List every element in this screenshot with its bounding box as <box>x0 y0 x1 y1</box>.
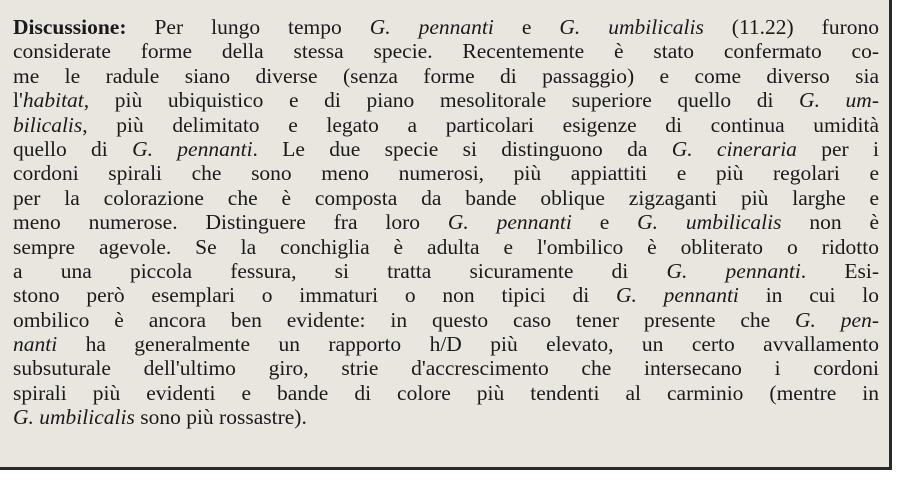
text-line <box>13 210 879 234</box>
text-run: stono però esemplari o immaturi o non tipici di <box>13 283 616 308</box>
text-line <box>13 308 879 332</box>
text-line <box>13 88 879 112</box>
text-run: meno numerose. Distinguere fra loro <box>13 210 448 235</box>
italic-term: G. pennanti <box>615 283 739 308</box>
text-run: quello di <box>13 136 133 161</box>
text-line <box>13 381 879 405</box>
italic-term: G. um- <box>799 88 879 113</box>
text-run: sempre agevole. Se la conchiglia è adulta e l'ombilico è obliterato o ridotto <box>13 234 879 259</box>
text-run: per i <box>796 136 879 161</box>
italic-term: nanti <box>13 332 58 357</box>
discussion-paragraph <box>13 15 879 430</box>
text-run: , più ubiquistico e di piano mesolitorale superiore quello di <box>83 88 800 113</box>
text-line <box>13 113 879 137</box>
text-line <box>13 64 879 88</box>
text-line <box>13 283 879 307</box>
text-run: , più delimitato e legato a particolari esigenze di continua umidità <box>82 112 879 137</box>
text-run: (11.22) furono <box>703 15 879 39</box>
italic-term: bilicalis <box>13 112 83 137</box>
italic-term: G. cineraria <box>671 136 797 161</box>
text-line <box>13 405 879 429</box>
italic-term: G. pennanti <box>447 210 572 235</box>
italic-term: habitat <box>22 88 84 113</box>
text-run: e <box>493 15 560 39</box>
text-run: spirali più evidenti e bande di colore più tendenti al carminio (mentre in <box>13 380 879 405</box>
text-run: Per lungo tempo <box>126 15 370 39</box>
text-run: . Le due specie si distinguono da <box>252 136 672 161</box>
text-run: sono più rossastre). <box>134 405 307 430</box>
italic-term: G. pennanti <box>369 15 494 39</box>
italic-term: G. umbilicalis <box>637 210 782 235</box>
italic-term: G. pennanti <box>666 258 801 283</box>
text-run: a una piccola fessura, si tratta sicuramente di <box>13 258 667 283</box>
text-line <box>13 39 879 63</box>
italic-term: G. pennanti <box>132 136 253 161</box>
text-line <box>13 356 879 380</box>
text-line <box>13 332 879 356</box>
text-line <box>13 235 879 259</box>
text-run: cordoni spirali che sono meno numerosi, più appiattiti e più regolari e <box>13 161 879 186</box>
text-line <box>13 259 879 283</box>
text-line <box>13 161 879 185</box>
text-run: ha generalmente un rapporto h/D più elevato, un certo avvallamento <box>57 332 879 357</box>
text-run: non è <box>781 210 880 235</box>
text-line <box>13 137 879 161</box>
italic-term: G. umbilicalis <box>13 405 135 430</box>
italic-term: G. pen- <box>795 307 879 332</box>
section-heading: Discussione: <box>13 15 127 39</box>
text-run: l' <box>13 88 23 113</box>
text-line <box>13 186 879 210</box>
text-run: in cui lo <box>738 283 879 308</box>
text-run: ombilico è ancora ben evidente: in questo caso tener presente che <box>13 307 796 332</box>
text-run: considerate forme della stessa specie. Recentemente è stato confermato co- <box>13 39 879 64</box>
text-run: subsuturale dell'ultimo giro, strie d'accrescimento che intersecano i cordoni <box>13 356 879 381</box>
text-run: per la colorazione che è composta da bande oblique zigzaganti più larghe e <box>13 185 879 210</box>
text-run: e <box>571 210 638 235</box>
text-line <box>13 15 879 39</box>
text-run: . Esi- <box>800 258 879 283</box>
italic-term: G. umbilicalis <box>559 15 704 39</box>
text-run: me le radule siano diverse (senza forme di passaggio) e come diverso sia <box>13 63 879 88</box>
